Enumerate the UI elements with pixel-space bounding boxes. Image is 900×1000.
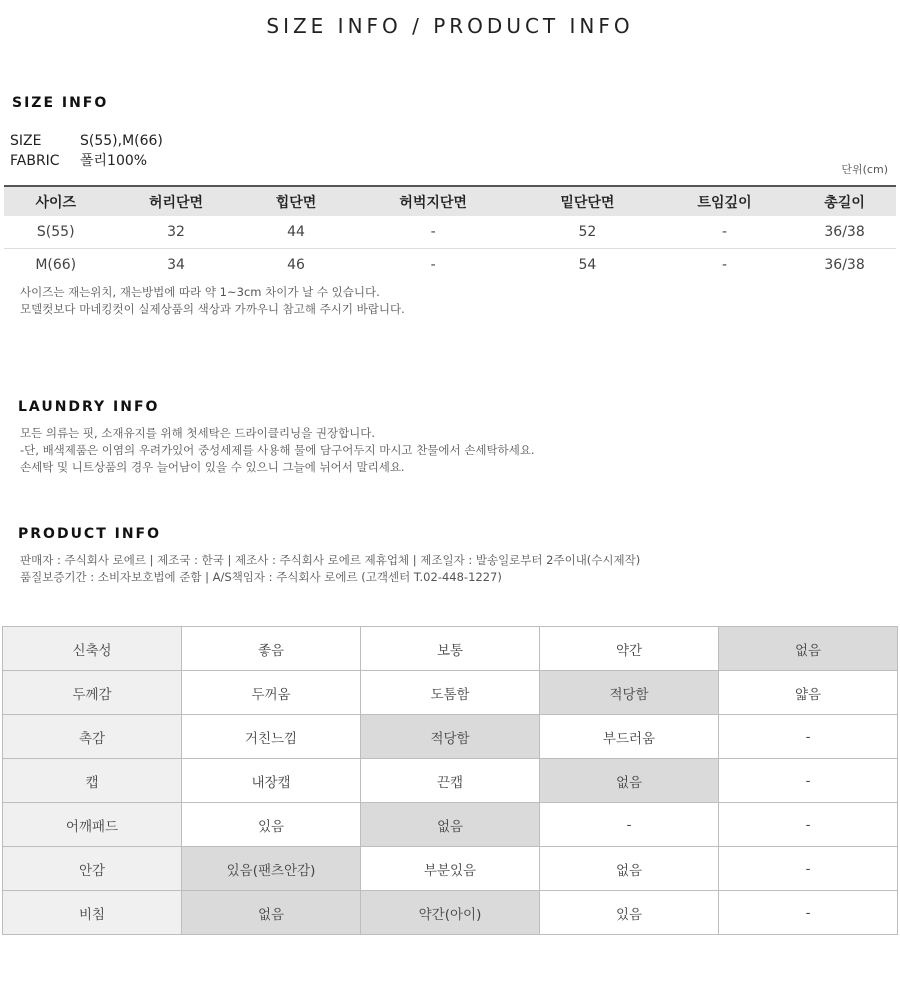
feature-option: 내장캡 — [182, 759, 361, 803]
table-cell: 36/38 — [824, 257, 865, 273]
table-cell: - — [656, 216, 793, 249]
column-header: 트임깊이 — [656, 186, 793, 216]
table-cell: 46 — [287, 257, 305, 273]
feature-row — [3, 759, 898, 803]
feature-option: 끈캡 — [361, 759, 540, 803]
feature-option: 없음 — [361, 803, 540, 847]
product-info-title: PRODUCT INFO — [18, 526, 162, 542]
feature-option: - — [719, 891, 898, 935]
feature-option: 적당함 — [540, 671, 719, 715]
unit-label: 단위(cm) — [841, 163, 888, 176]
product-notes — [20, 552, 640, 586]
fabric-spec-value: 폴리100% — [80, 153, 148, 169]
note-line: 손세탁 및 니트상품의 경우 늘어남이 있을 수 있으니 그늘에 뉘어서 말리세요. — [20, 460, 405, 474]
feature-option: 좋음 — [182, 627, 361, 671]
table-cell: - — [347, 216, 518, 249]
feature-option: 약간 — [540, 627, 719, 671]
feature-label: 촉감 — [3, 715, 182, 759]
feature-option: - — [719, 715, 898, 759]
feature-label: 캡 — [3, 759, 182, 803]
table-cell: 54 — [578, 257, 597, 273]
feature-row — [3, 803, 898, 847]
feature-label: 안감 — [3, 847, 182, 891]
note-line: 판매자 : 주식회사 로에르 | 제조국 : 한국 | 제조사 : 주식회사 로에르 제휴업체 | 제조일자 : 발송일로부터 2주이내(수시제작) — [20, 553, 641, 567]
feature-option: 부드러움 — [540, 715, 719, 759]
feature-option: 적당함 — [361, 715, 540, 759]
size-notes — [20, 284, 405, 318]
feature-option: 없음 — [182, 891, 361, 935]
feature-option: 보통 — [361, 627, 540, 671]
feature-option: 약간(아이) — [361, 891, 540, 935]
table-cell: 44 — [245, 216, 348, 249]
page-title: SIZE INFO / PRODUCT INFO — [266, 14, 634, 38]
column-header: 허벅지단면 — [347, 186, 518, 216]
feature-table — [2, 626, 898, 935]
column-header: 허리단면 — [107, 186, 244, 216]
feature-option: 있음 — [540, 891, 719, 935]
feature-option: - — [719, 759, 898, 803]
feature-option: 없음 — [540, 759, 719, 803]
note-line: 품질보증기간 : 소비자보호법에 준함 | A/S책임자 : 주식회사 로에르 (고객센터 T.02-448-1227) — [20, 570, 502, 584]
table-cell: M(66) — [35, 257, 77, 273]
feature-option: 없음 — [719, 627, 898, 671]
column-header: 총길이 — [793, 186, 896, 216]
table-cell: 52 — [519, 216, 656, 249]
table-cell: - — [722, 257, 728, 273]
feature-option: - — [540, 803, 719, 847]
size-spec-label: SIZE — [10, 133, 42, 149]
feature-option: 두꺼움 — [182, 671, 361, 715]
column-header: 힙단면 — [245, 186, 348, 216]
column-header: 밑단단면 — [519, 186, 656, 216]
table-cell: 36/38 — [793, 216, 896, 249]
size-table-header — [4, 186, 896, 216]
feature-option: 도톰함 — [361, 671, 540, 715]
laundry-info-title: LAUNDRY INFO — [18, 399, 160, 415]
feature-option: - — [719, 803, 898, 847]
table-row — [4, 216, 896, 249]
feature-label: 어깨패드 — [3, 803, 182, 847]
feature-option: 얇음 — [719, 671, 898, 715]
feature-row — [3, 891, 898, 935]
feature-row — [3, 671, 898, 715]
table-row — [4, 249, 896, 282]
feature-option: - — [719, 847, 898, 891]
feature-option: 거친느낌 — [182, 715, 361, 759]
size-spec-value: S(55),M(66) — [80, 133, 163, 149]
feature-label: 두께감 — [3, 671, 182, 715]
column-header: 사이즈 — [4, 186, 107, 216]
note-line: 모든 의류는 핏, 소재유지를 위해 첫세탁은 드라이클리닝을 권장합니다. — [20, 426, 376, 440]
note-line: 사이즈는 재는위치, 재는방법에 따라 약 1~3cm 차이가 날 수 있습니다. — [20, 285, 380, 299]
laundry-notes — [20, 425, 535, 476]
feature-row — [3, 847, 898, 891]
feature-option: 있음(팬츠안감) — [182, 847, 361, 891]
fabric-spec — [10, 150, 147, 170]
table-cell: 34 — [167, 257, 185, 273]
feature-row — [3, 627, 898, 671]
size-table — [4, 185, 896, 281]
note-line: -단, 배색제품은 이염의 우려가있어 중성세제를 사용해 물에 담구어두지 마시고 찬물에서 손세탁하세요. — [20, 443, 535, 457]
size-info-title: SIZE INFO — [12, 95, 109, 111]
table-cell: - — [430, 257, 436, 273]
table-cell: S(55) — [4, 216, 107, 249]
feature-row — [3, 715, 898, 759]
feature-option: 없음 — [540, 847, 719, 891]
table-cell: 32 — [107, 216, 244, 249]
feature-option: 부분있음 — [361, 847, 540, 891]
note-line: 모델컷보다 마네킹컷이 실제상품의 색상과 가까우니 참고해 주시기 바랍니다. — [20, 302, 405, 316]
size-spec — [10, 133, 163, 149]
feature-label: 신축성 — [3, 627, 182, 671]
feature-label: 비침 — [3, 891, 182, 935]
fabric-spec-label: FABRIC — [10, 153, 60, 169]
feature-option: 있음 — [182, 803, 361, 847]
